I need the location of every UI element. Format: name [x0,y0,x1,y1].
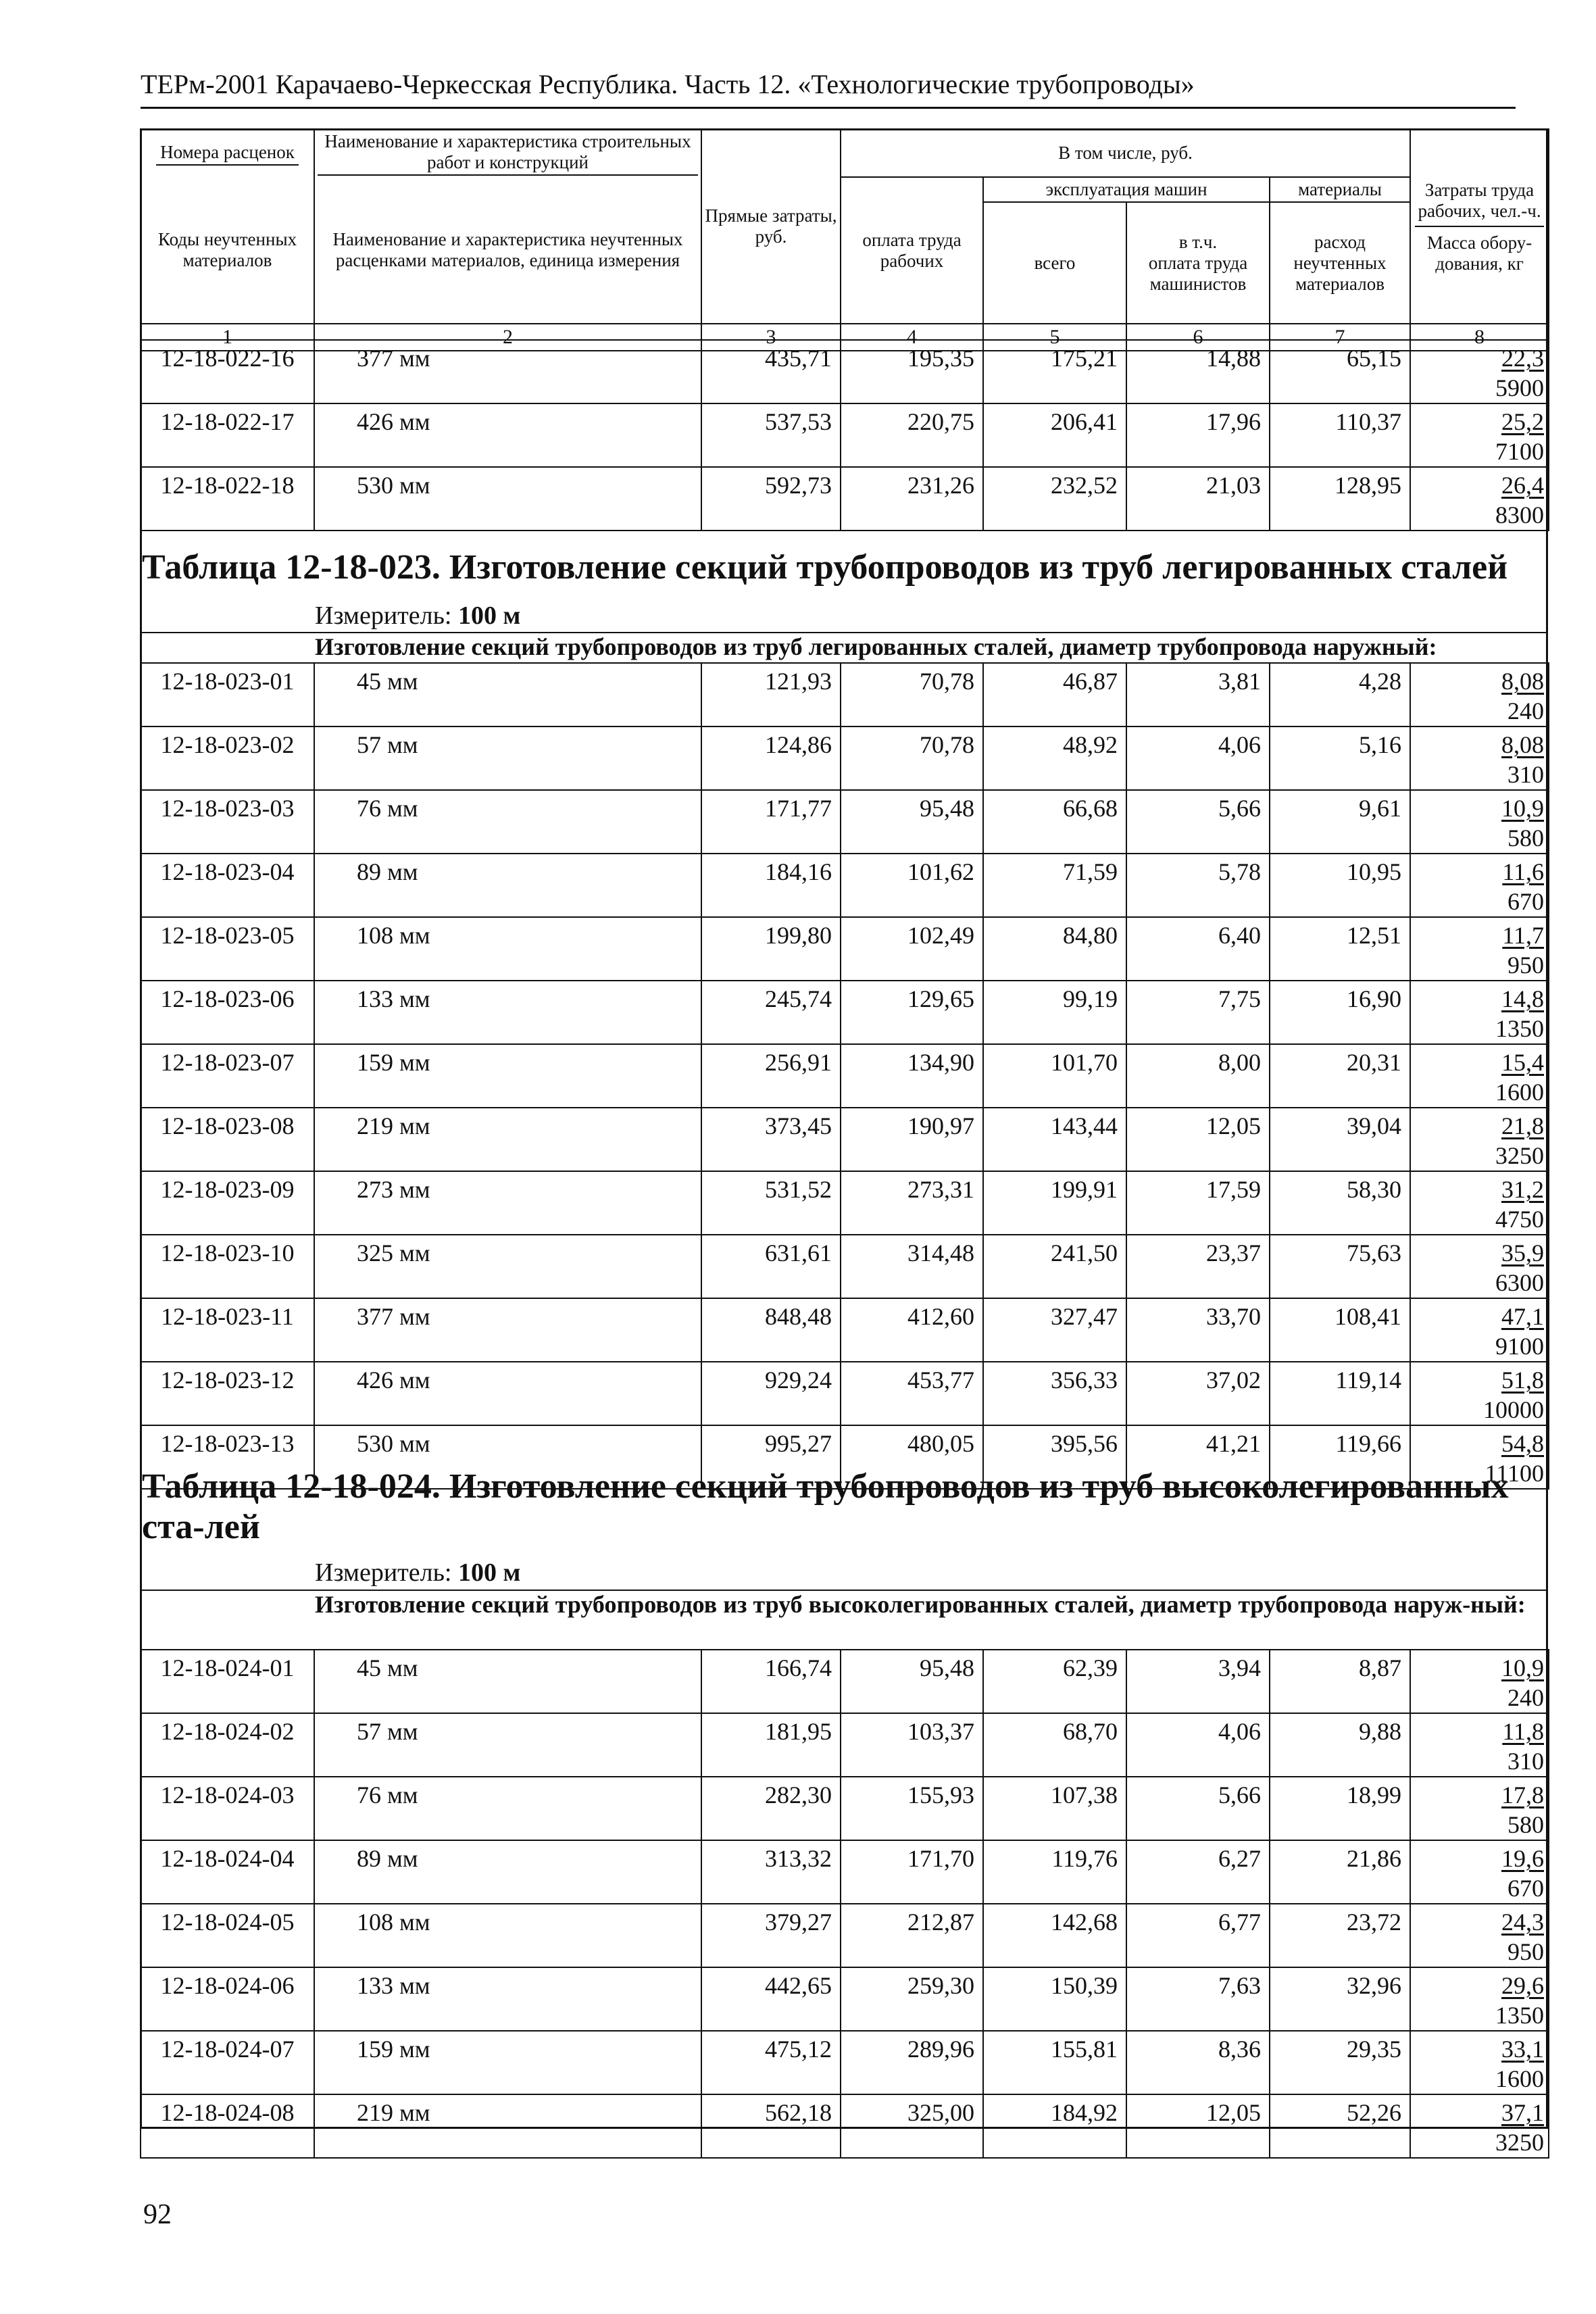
header-labor-mass [1410,129,1549,324]
operator-pay: 7,75 [1126,981,1270,1044]
table-023-title: Таблица 12-18-023. Изготовление секций трубопроводов из труб легированных сталей [142,548,1508,587]
table-row [141,1904,1549,1967]
labor-costs: 15,4 [1501,1049,1544,1076]
labor-and-mass [1410,1044,1549,1108]
equipment-mass: 1350 [1495,1015,1544,1042]
header-rate-numbers: Номера расценок [141,129,314,177]
materials: 29,35 [1270,2031,1410,2094]
labor-costs: 31,2 [1501,1176,1544,1203]
rate-code: 12-18-024-05 [141,1904,314,1967]
operator-pay: 14,88 [1126,340,1270,403]
direct-costs: 631,61 [701,1235,841,1298]
rate-code: 12-18-024-03 [141,1777,314,1840]
operator-pay: 5,66 [1126,1777,1270,1840]
work-name: 219 мм [314,2094,701,2158]
machines-total: 155,81 [983,2031,1126,2094]
materials: 5,16 [1270,727,1410,790]
equipment-mass: 6300 [1495,1269,1544,1296]
labor-and-mass [1410,403,1549,467]
machines-total: 84,80 [983,917,1126,981]
work-name: 325 мм [314,1235,701,1298]
equipment-mass: 1350 [1495,2002,1544,2029]
equipment-mass: 11100 [1485,1460,1544,1487]
labor-costs: 10,9 [1501,1654,1544,1681]
labor-and-mass [1410,663,1549,727]
direct-costs: 256,91 [701,1044,841,1108]
work-name: 530 мм [314,1425,701,1489]
operator-pay: 3,94 [1126,1650,1270,1713]
worker-pay: 220,75 [841,403,983,467]
table-row [141,790,1549,854]
direct-costs: 929,24 [701,1362,841,1425]
direct-costs: 313,32 [701,1840,841,1904]
labor-costs: 8,08 [1501,731,1544,758]
operator-pay: 17,59 [1126,1171,1270,1235]
rate-code: 12-18-023-11 [141,1298,314,1362]
rate-code: 12-18-023-05 [141,917,314,981]
rate-code: 12-18-023-12 [141,1362,314,1425]
table-row [141,1840,1549,1904]
table-row [141,1967,1549,2031]
table-row [141,340,1549,403]
rate-code: 12-18-024-08 [141,2094,314,2158]
rate-code: 12-18-024-06 [141,1967,314,2031]
materials: 58,30 [1270,1171,1410,1235]
table-024-title: Таблица 12-18-024. Изготовление секций трубопроводов из труб высоколегированных ста-лей [142,1467,1509,1546]
header-direct-costs: Прямые затраты, руб. [701,129,841,324]
equipment-mass: 1600 [1495,2065,1544,2092]
machines-total: 119,76 [983,1840,1126,1904]
labor-and-mass [1410,1362,1549,1425]
machines-total: 206,41 [983,403,1126,467]
work-name: 159 мм [314,1044,701,1108]
direct-costs: 171,77 [701,790,841,854]
materials: 23,72 [1270,1904,1410,1967]
direct-costs: 562,18 [701,2094,841,2158]
direct-costs: 379,27 [701,1904,841,1967]
equipment-mass: 3250 [1495,2129,1544,2156]
worker-pay: 95,48 [841,1650,983,1713]
materials: 52,26 [1270,2094,1410,2158]
operator-pay: 23,37 [1126,1235,1270,1298]
labor-costs: 26,4 [1501,472,1544,499]
labor-and-mass [1410,917,1549,981]
worker-pay: 289,96 [841,2031,983,2094]
labor-costs: 11,6 [1502,858,1544,885]
materials: 108,41 [1270,1298,1410,1362]
work-name: 133 мм [314,1967,701,2031]
equipment-mass: 670 [1507,1875,1544,1902]
work-name: 377 мм [314,1298,701,1362]
worker-pay: 273,31 [841,1171,983,1235]
direct-costs: 184,16 [701,854,841,917]
materials: 20,31 [1270,1044,1410,1108]
equipment-mass: 240 [1507,697,1544,724]
labor-costs: 21,8 [1501,1112,1544,1139]
rate-code: 12-18-023-10 [141,1235,314,1298]
work-name: 76 мм [314,790,701,854]
machines-total: 241,50 [983,1235,1126,1298]
table-023-group-heading: Изготовление секций трубопроводов из труб легированных сталей, диаметр трубопровода наружный: [315,633,1437,660]
equipment-mass: 1600 [1495,1079,1544,1106]
header-labor-costs: Затраты труда рабочих, чел.-ч. [1415,178,1544,227]
equipment-mass: 10000 [1483,1396,1544,1423]
labor-costs: 37,1 [1501,2099,1544,2126]
operator-pay: 12,05 [1126,1108,1270,1171]
labor-costs: 51,8 [1501,1367,1544,1394]
table-row [141,1108,1549,1171]
equipment-mass: 240 [1507,1684,1544,1711]
direct-costs: 475,12 [701,2031,841,2094]
labor-and-mass [1410,981,1549,1044]
machines-total: 199,91 [983,1171,1126,1235]
table-022-rows [140,339,1549,531]
rate-code: 12-18-023-07 [141,1044,314,1108]
rate-code: 12-18-022-17 [141,403,314,467]
worker-pay: 95,48 [841,790,983,854]
machines-total: 46,87 [983,663,1126,727]
table-024-rows [140,1649,1549,2159]
table-023-rows [140,662,1549,1490]
labor-and-mass [1410,1777,1549,1840]
table-row [141,1298,1549,1362]
labor-costs: 29,6 [1501,1972,1544,1999]
labor-costs: 22,3 [1501,345,1544,372]
materials: 16,90 [1270,981,1410,1044]
direct-costs: 199,80 [701,917,841,981]
labor-and-mass [1410,2031,1549,2094]
materials: 9,61 [1270,790,1410,854]
table-row [141,2031,1549,2094]
work-name: 45 мм [314,663,701,727]
materials: 110,37 [1270,403,1410,467]
labor-and-mass [1410,1298,1549,1362]
rate-code: 12-18-024-04 [141,1840,314,1904]
machines-total: 142,68 [983,1904,1126,1967]
rate-code: 12-18-022-18 [141,467,314,531]
worker-pay: 190,97 [841,1108,983,1171]
table-024-measure: Измеритель: 100 м [315,1558,521,1587]
direct-costs: 166,74 [701,1650,841,1713]
equipment-mass: 580 [1507,1811,1544,1838]
materials: 119,66 [1270,1425,1410,1489]
worker-pay: 259,30 [841,1967,983,2031]
header-material-codes: Коды неучтенных материалов [141,177,314,324]
work-name: 426 мм [314,1362,701,1425]
labor-costs: 8,08 [1501,668,1544,695]
labor-costs: 35,9 [1501,1239,1544,1266]
worker-pay: 103,37 [841,1713,983,1777]
direct-costs: 124,86 [701,727,841,790]
equipment-mass: 310 [1507,1748,1544,1775]
machines-total: 327,47 [983,1298,1126,1362]
table-row [141,1777,1549,1840]
table-row [141,2094,1549,2158]
equipment-mass: 670 [1507,888,1544,915]
table-row [141,1650,1549,1713]
rate-code: 12-18-023-04 [141,854,314,917]
rate-code: 12-18-022-16 [141,340,314,403]
machines-total: 143,44 [983,1108,1126,1171]
machines-total: 68,70 [983,1713,1126,1777]
work-name: 45 мм [314,1650,701,1713]
machines-total: 356,33 [983,1362,1126,1425]
machines-total: 184,92 [983,2094,1126,2158]
worker-pay: 325,00 [841,2094,983,2158]
machines-total: 107,38 [983,1777,1126,1840]
operator-pay: 6,40 [1126,917,1270,981]
labor-costs: 11,7 [1502,922,1544,949]
worker-pay: 212,87 [841,1904,983,1967]
operator-pay: 5,66 [1126,790,1270,854]
header-machines: эксплуатация машин [983,177,1270,202]
materials: 8,87 [1270,1650,1410,1713]
materials: 21,86 [1270,1840,1410,1904]
header-material-names: Наименование и характеристика неучтенных расценками материалов, единица измерения [314,177,701,324]
materials: 9,88 [1270,1713,1410,1777]
materials: 65,15 [1270,340,1410,403]
operator-pay: 12,05 [1126,2094,1270,2158]
rate-code: 12-18-023-02 [141,727,314,790]
worker-pay: 134,90 [841,1044,983,1108]
machines-total: 150,39 [983,1967,1126,2031]
operator-pay: 37,02 [1126,1362,1270,1425]
header-material-consumption: расход неучтенных материалов [1270,202,1410,324]
operator-pay: 6,77 [1126,1904,1270,1967]
worker-pay: 101,62 [841,854,983,917]
worker-pay: 480,05 [841,1425,983,1489]
work-name: 57 мм [314,727,701,790]
rate-code: 12-18-023-06 [141,981,314,1044]
table-row [141,1362,1549,1425]
materials: 32,96 [1270,1967,1410,2031]
worker-pay: 70,78 [841,727,983,790]
header-work-name: Наименование и характеристика строительных работ и конструкций [314,129,701,177]
worker-pay: 171,70 [841,1840,983,1904]
labor-costs: 25,2 [1501,408,1544,435]
rate-code: 12-18-024-01 [141,1650,314,1713]
labor-costs: 24,3 [1501,1909,1544,1936]
labor-costs: 10,9 [1501,795,1544,822]
equipment-mass: 7100 [1495,438,1544,465]
equipment-mass: 580 [1507,824,1544,852]
table-023-measure: Измеритель: 100 м [315,601,521,630]
labor-and-mass [1410,1650,1549,1713]
materials: 4,28 [1270,663,1410,727]
work-name: 108 мм [314,1904,701,1967]
work-name: 89 мм [314,854,701,917]
operator-pay: 6,27 [1126,1840,1270,1904]
materials: 119,14 [1270,1362,1410,1425]
worker-pay: 70,78 [841,663,983,727]
labor-costs: 14,8 [1501,985,1544,1012]
direct-costs: 121,93 [701,663,841,727]
page-number: 92 [143,2199,172,2230]
header-machines-total: всего [983,202,1126,324]
labor-and-mass [1410,727,1549,790]
operator-pay: 8,00 [1126,1044,1270,1108]
labor-costs: 54,8 [1501,1430,1544,1457]
labor-and-mass [1410,1840,1549,1904]
table-row [141,727,1549,790]
machines-total: 62,39 [983,1650,1126,1713]
rate-code: 12-18-023-08 [141,1108,314,1171]
work-name: 133 мм [314,981,701,1044]
direct-costs: 592,73 [701,467,841,531]
equipment-mass: 9100 [1495,1333,1544,1360]
direct-costs: 537,53 [701,403,841,467]
work-name: 377 мм [314,340,701,403]
table-row [141,663,1549,727]
equipment-mass: 3250 [1495,1142,1544,1169]
direct-costs: 995,27 [701,1425,841,1489]
machines-total: 99,19 [983,981,1126,1044]
table-row [141,467,1549,531]
machines-total: 232,52 [983,467,1126,531]
materials: 18,99 [1270,1777,1410,1840]
materials: 12,51 [1270,917,1410,981]
rate-code: 12-18-023-09 [141,1171,314,1235]
labor-and-mass [1410,854,1549,917]
table-row [141,1713,1549,1777]
table-row [141,403,1549,467]
direct-costs: 848,48 [701,1298,841,1362]
direct-costs: 282,30 [701,1777,841,1840]
work-name: 57 мм [314,1713,701,1777]
page-header: ТЕРм-2001 Карачаево-Черкесская Республика. Часть 12. «Технологические трубопроводы» [141,68,1516,109]
equipment-mass: 8300 [1495,501,1544,528]
labor-costs: 47,1 [1501,1303,1544,1330]
machines-total: 66,68 [983,790,1126,854]
operator-pay: 5,78 [1126,854,1270,917]
rate-code: 12-18-024-02 [141,1713,314,1777]
work-name: 273 мм [314,1171,701,1235]
header-materials: материалы [1270,177,1410,202]
direct-costs: 245,74 [701,981,841,1044]
worker-pay: 195,35 [841,340,983,403]
labor-and-mass [1410,790,1549,854]
machines-total: 71,59 [983,854,1126,917]
table-024-group-heading: Изготовление секций трубопроводов из труб высоколегированных сталей, диаметр трубопровода наруж-ный: [315,1591,1526,1618]
table-row [141,1044,1549,1108]
labor-and-mass [1410,1235,1549,1298]
table-row [141,917,1549,981]
operator-pay: 4,06 [1126,727,1270,790]
labor-costs: 19,6 [1501,1845,1544,1872]
labor-and-mass [1410,1171,1549,1235]
worker-pay: 453,77 [841,1362,983,1425]
materials: 10,95 [1270,854,1410,917]
direct-costs: 442,65 [701,1967,841,2031]
table-row [141,854,1549,917]
machines-total: 101,70 [983,1044,1126,1108]
machines-total: 175,21 [983,340,1126,403]
operator-pay: 17,96 [1126,403,1270,467]
column-header-table [140,128,1549,351]
work-name: 108 мм [314,917,701,981]
rate-code: 12-18-023-03 [141,790,314,854]
operator-pay: 41,21 [1126,1425,1270,1489]
header-equipment-mass: Масса обору-дования, кг [1426,232,1532,274]
labor-and-mass [1410,1904,1549,1967]
operator-pay: 4,06 [1126,1713,1270,1777]
labor-costs: 33,1 [1501,2036,1544,2063]
work-name: 219 мм [314,1108,701,1171]
direct-costs: 435,71 [701,340,841,403]
worker-pay: 412,60 [841,1298,983,1362]
work-name: 89 мм [314,1840,701,1904]
work-name: 76 мм [314,1777,701,1840]
work-name: 159 мм [314,2031,701,2094]
labor-costs: 17,8 [1501,1781,1544,1808]
labor-and-mass [1410,1713,1549,1777]
work-name: 530 мм [314,467,701,531]
column-numbers-row: 1 2 3 4 5 6 7 8 [141,324,1549,351]
work-name: 426 мм [314,403,701,467]
direct-costs: 373,45 [701,1108,841,1171]
equipment-mass: 5900 [1495,374,1544,401]
equipment-mass: 4750 [1495,1206,1544,1233]
labor-and-mass [1410,1108,1549,1171]
table-row [141,1235,1549,1298]
materials: 39,04 [1270,1108,1410,1171]
worker-pay: 314,48 [841,1235,983,1298]
labor-and-mass [1410,340,1549,403]
table-row [141,981,1549,1044]
rate-code: 12-18-023-13 [141,1425,314,1489]
operator-pay: 8,36 [1126,2031,1270,2094]
worker-pay: 231,26 [841,467,983,531]
header-including: В том числе, руб. [841,129,1410,177]
header-worker-pay: оплата труда рабочих [841,177,983,324]
operator-pay: 33,70 [1126,1298,1270,1362]
labor-costs: 11,8 [1502,1718,1544,1745]
direct-costs: 181,95 [701,1713,841,1777]
labor-and-mass [1410,2094,1549,2158]
equipment-mass: 310 [1507,761,1544,788]
rate-code: 12-18-024-07 [141,2031,314,2094]
labor-and-mass [1410,1967,1549,2031]
labor-and-mass [1410,467,1549,531]
operator-pay: 3,81 [1126,663,1270,727]
operator-pay: 21,03 [1126,467,1270,531]
worker-pay: 155,93 [841,1777,983,1840]
direct-costs: 531,52 [701,1171,841,1235]
rate-code: 12-18-023-01 [141,663,314,727]
operator-pay: 7,63 [1126,1967,1270,2031]
header-operator-pay: в т.ч. оплата труда машинистов [1126,202,1270,324]
materials: 128,95 [1270,467,1410,531]
worker-pay: 102,49 [841,917,983,981]
machines-total: 48,92 [983,727,1126,790]
table-row [141,1171,1549,1235]
equipment-mass: 950 [1507,952,1544,979]
worker-pay: 129,65 [841,981,983,1044]
equipment-mass: 950 [1507,1938,1544,1965]
materials: 75,63 [1270,1235,1410,1298]
machines-total: 395,56 [983,1425,1126,1489]
